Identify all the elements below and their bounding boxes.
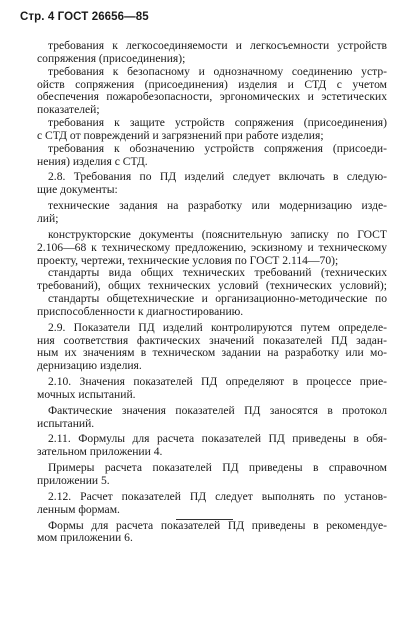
text-line: конструкторские документы (пояснительную записку по ГОСТ bbox=[48, 227, 387, 241]
end-rule bbox=[176, 519, 233, 520]
text-line: мочных испытаний. bbox=[37, 387, 136, 401]
text-line: 2.8. Требования по ПД изделий следует включать в следую- bbox=[48, 170, 387, 184]
text-line: 2.9. Показатели ПД изделий контролируются путем определе- bbox=[48, 320, 387, 334]
text-line: технические задания на разработку или модернизацию изде- bbox=[48, 199, 387, 213]
text-line: 2.106—68 к техническому предложению, эскизному и техническому bbox=[37, 240, 387, 254]
text-line: 2.11. Формулы для расчета показателей ПД приведены в обя- bbox=[48, 432, 387, 446]
text-line: сопряжения (присоединения); bbox=[37, 51, 186, 65]
text-line: приспособленности к диагностированию. bbox=[37, 304, 244, 318]
text-line: ния соответствия фактических значений показателей ПД задан- bbox=[37, 333, 387, 347]
text-line: 2.12. Расчет показателей ПД следует выполнять по установ- bbox=[48, 489, 387, 503]
text-line: Формы для расчета показателей ПД приведены в рекомендуе- bbox=[48, 518, 387, 532]
document-body bbox=[37, 40, 387, 545]
text-line: Примеры расчета показателей ПД приведены в справочном bbox=[48, 461, 387, 475]
text-line: ным их значениям в техническом задании на разработку или мо- bbox=[37, 346, 387, 360]
text-line: нения) изделия с СТД. bbox=[37, 154, 148, 168]
text-line: Фактические значения показателей ПД заносятся в протокол bbox=[48, 403, 387, 417]
text-line: лий; bbox=[37, 211, 59, 225]
text-line: требований), общих технических условий (технических условий); bbox=[37, 279, 387, 293]
text-line: проекту, чертежи, технические условия по ГОСТ 2.114—70); bbox=[37, 253, 339, 267]
text-line: обеспечения пожаробезопасности, эргономических и эстетических bbox=[37, 90, 387, 104]
text-line: требования к легкосоединяемости и легкосъемности устройств bbox=[48, 39, 387, 52]
text-line: с СТД от повреждений и загрязнений при работе изделия; bbox=[37, 128, 324, 142]
text-line: стандарты общетехнические и организационно-методические по bbox=[48, 292, 387, 306]
text-line: ленным формам. bbox=[37, 502, 120, 516]
text-line: испытаний. bbox=[37, 416, 95, 430]
page-header: Стр. 4 ГОСТ 26656—85 bbox=[20, 11, 149, 23]
text-line: ойств сопряжения (присоединения) изделия и СТД с учетом bbox=[37, 77, 387, 91]
text-line: стандарты вида общих технических требований (технических bbox=[48, 266, 387, 280]
text-line: щие документы: bbox=[37, 183, 118, 197]
text-line: 2.10. Значения показателей ПД определяют в процессе прие- bbox=[48, 375, 387, 389]
text-line: зательном приложении 4. bbox=[37, 445, 163, 459]
text-line: мом приложении 6. bbox=[37, 531, 133, 545]
text-line: приложении 5. bbox=[37, 474, 110, 487]
text-line: требования к защите устройств сопряжения (присоединения) bbox=[48, 116, 387, 130]
text-line: требования к обозначению устройств сопряжения (присоеди- bbox=[48, 141, 387, 155]
text-line: требования к безопасному и однозначному соединению устр- bbox=[48, 64, 387, 78]
text-line: дернизацию изделия. bbox=[37, 359, 142, 373]
text-line: показателей; bbox=[37, 103, 100, 117]
